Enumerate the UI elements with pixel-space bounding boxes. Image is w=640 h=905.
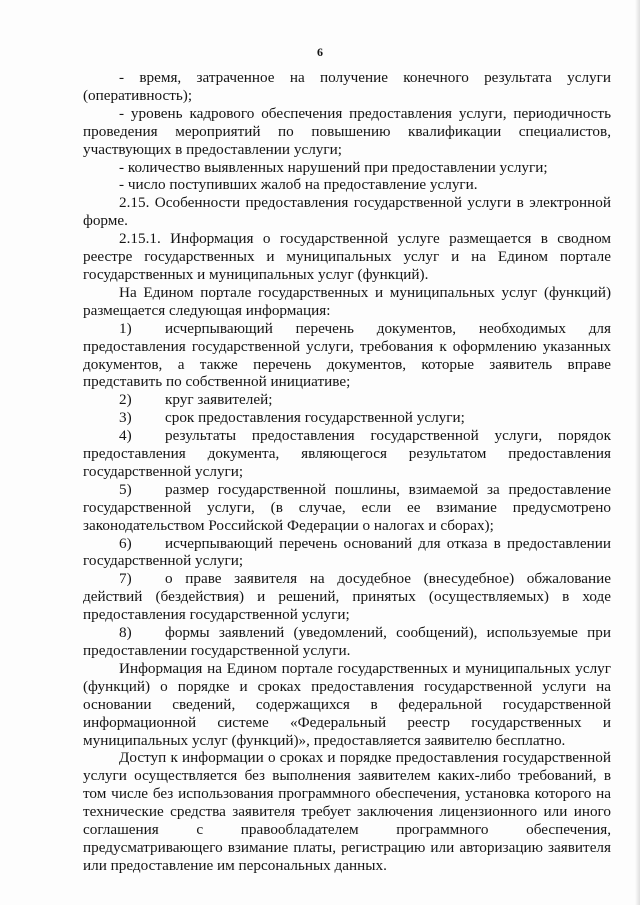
list-item: [83, 409, 611, 427]
section-2-15-heading: 2.15. Особенности предоставления государственной услуги в электронной форме.: [83, 194, 611, 230]
list-item-text: исчерпывающий перечень оснований для отказа в предоставлении государственной услуги;: [83, 534, 611, 570]
list-item-number: 7): [119, 570, 132, 588]
list-item: [83, 624, 611, 660]
portal-info-free-paragraph: Информация на Едином портале государственных и муниципальных услуг (функций) о порядке и сроках предоставления государственной услуги на основании сведений, содержащихся в федеральной государственной информационной системе «Федеральный реестр государственных и муниципальных услуг (функций)», предоставляется заявителю бесплатно.: [83, 659, 611, 749]
list-item-number: 3): [119, 409, 132, 427]
list-item-number: 6): [119, 534, 132, 552]
list-item-text: исчерпывающий перечень документов, необходимых для предоставления государственной услуги, требования к оформлению указанных документов, а также перечень документов, которые заявитель вправе представить по собственной инициативе;: [83, 319, 611, 391]
list-item: [83, 427, 611, 481]
list-item: [83, 391, 611, 409]
list-item-text: результаты предоставления государственной услуги, порядок предоставления документа, являющегося результатом предоставления государственной услуги;: [83, 427, 611, 480]
list-item-number: 8): [119, 624, 132, 642]
list-item-text: срок предоставления государственной услуги;: [165, 409, 465, 427]
list-item: [83, 535, 611, 571]
criterion-complaints: - число поступивших жалоб на предоставление услуги.: [119, 176, 478, 194]
list-item: [83, 570, 611, 624]
list-item-text: круг заявителей;: [165, 391, 273, 409]
list-item-number: 2): [119, 391, 132, 409]
list-item-number: 5): [119, 480, 132, 498]
document-body: [83, 69, 611, 875]
criterion-violations: - количество выявленных нарушений при предоставлении услуги;: [119, 158, 548, 176]
list-item-number: 4): [119, 427, 132, 445]
list-item-number: 1): [119, 319, 132, 337]
list-item-text: о праве заявителя на досудебное (внесудебное) обжалование действий (бездействия) и решений, принятых (осуществляемых) в ходе предоставления государственной услуги;: [83, 570, 611, 624]
list-item: [83, 481, 611, 535]
criterion-time: - время, затраченное на получение конечного результата услуги (оперативность);: [83, 69, 611, 104]
list-item-text: размер государственной пошлины, взимаемой за предоставление государственной услуги, (в случае, если ее взимание предусмотрено законодательством Российской Федерации о налогах и сборах);: [83, 480, 611, 534]
criterion-staffing: - уровень кадрового обеспечения предоставления услуги, периодичность проведения мероприятий по повышению квалификации специалистов, участвующих в предоставлении услуги;: [83, 104, 611, 158]
portal-info-intro: На Едином портале государственных и муниципальных услуг (функций) размещается следующая информация:: [83, 283, 611, 319]
list-item-text: формы заявлений (уведомлений, сообщений), используемые при предоставлении государственной услуги.: [83, 624, 611, 659]
list-item: [83, 320, 611, 392]
scan-edge-shadow: [635, 0, 640, 905]
section-2-15-1: 2.15.1. Информация о государственной услуге размещается в сводном реестре государственных и муниципальных услуг и на Едином портале государственных и муниципальных услуг (функций).: [83, 230, 611, 283]
page-number: 6: [317, 45, 323, 59]
access-conditions-paragraph: Доступ к информации о сроках и порядке предоставления государственной услуги осуществляется без выполнения заявителем каких-либо требований, в том числе без использования программного обеспечения, установка которого на технические средства заявителя требует заключения лицензионного или иного соглашения с правообладателем программного обеспечения, предусматривающего взимание платы, регистрацию или авторизацию заявителя или предоставление им персональных данных.: [83, 749, 611, 874]
